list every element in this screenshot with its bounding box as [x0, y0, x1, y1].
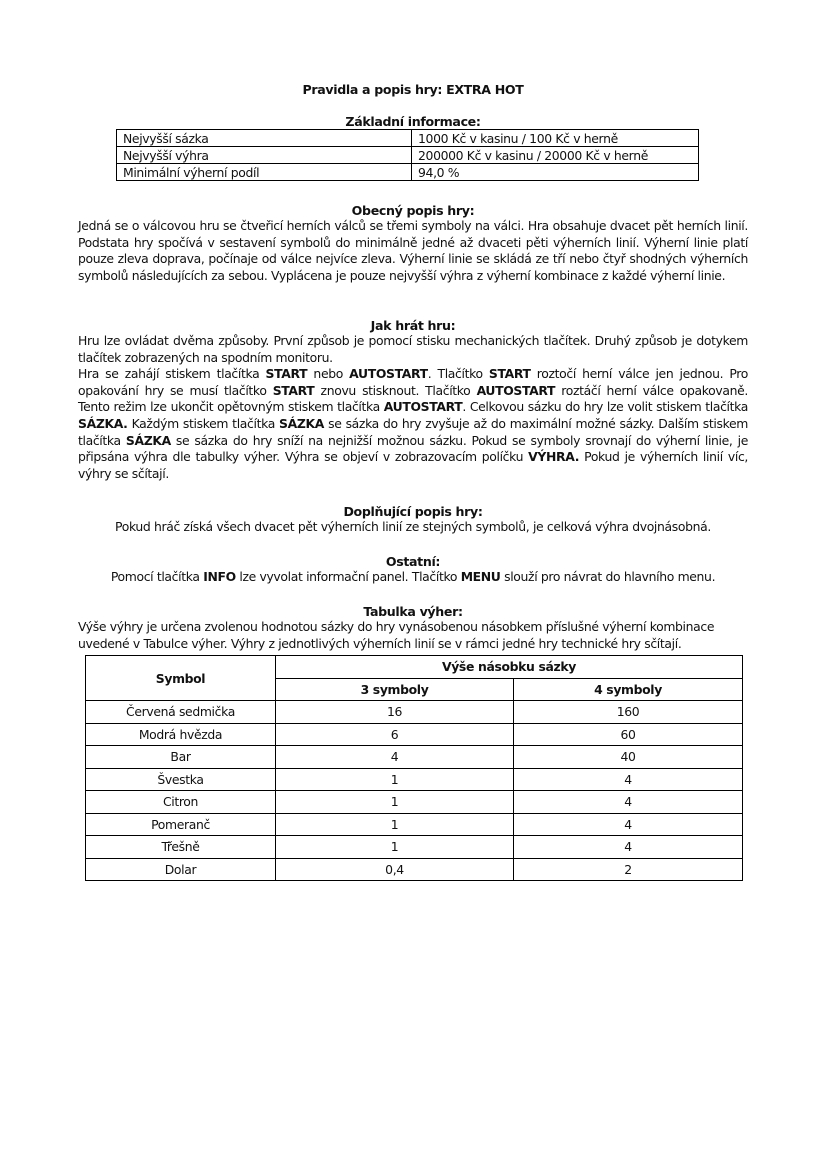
text-run: Každým stiskem tlačítka	[127, 415, 280, 431]
paytable-3-symbols: 1	[276, 836, 514, 859]
paytable-3-symbols: 1	[276, 768, 514, 791]
basic-info-row	[117, 147, 699, 164]
paytable-3-symbols: 1	[276, 813, 514, 836]
paytable	[85, 655, 743, 881]
paytable-symbol: Bar	[86, 746, 276, 769]
text-run: Pomocí tlačítka	[110, 569, 204, 584]
paytable-4-symbols: 4	[514, 813, 743, 836]
bold-keyword: AUTOSTART	[383, 399, 463, 415]
paytable-row	[86, 701, 743, 724]
text-run: znovu stisknout. Tlačítko	[314, 382, 477, 398]
document-title: Pravidla a popis hry: EXTRA HOT	[302, 82, 524, 97]
additional-section	[78, 504, 748, 536]
how-to-play-text-1: Hru lze ovládat dvěma způsoby. První způsob je pomocí stisku mechanických tlačítek. Druhý způsob je dotykem tlačítek zobrazených na spodním monitoru.	[78, 333, 748, 365]
bold-keyword: VÝHRA.	[528, 449, 580, 465]
text-run: lze vyvolat informační panel. Tlačítko	[235, 569, 461, 584]
paytable-symbol: Pomeranč	[86, 813, 276, 836]
text-run: roztáčí herní válce opakovaně. Tento režim lze ukončit opětovným stiskem tlačítka	[78, 382, 748, 415]
basic-info-value: 1000 Kč v kasinu / 100 Kč v herně	[412, 130, 699, 147]
paytable-4-symbols: 60	[514, 723, 743, 746]
paytable-4-symbols: 4	[514, 791, 743, 814]
paytable-3-symbols: 4	[276, 746, 514, 769]
paytable-symbol: Třešně	[86, 836, 276, 859]
how-to-play-heading: Jak hrát hru:	[370, 318, 456, 333]
basic-info-row	[117, 130, 699, 147]
text-run: slouží pro návrat do hlavního menu.	[500, 569, 716, 584]
bold-keyword: MENU	[460, 569, 501, 584]
text-run: se sázka do hry sníží na nejnižší možnou sázku. Pokud se symboly srovnají do výherní linie, je připsána výhra dle tabulky výher. Výhra se objeví v zobrazovacím políčku	[78, 432, 748, 465]
how-to-play-text-2	[78, 366, 748, 482]
other-heading: Ostatní:	[385, 554, 441, 569]
paytable-header-symbol: Symbol	[86, 656, 276, 701]
paytable-3-symbols: 1	[276, 791, 514, 814]
paytable-4-symbols: 2	[514, 858, 743, 881]
paytable-header-3: 3 symboly	[276, 678, 514, 701]
basic-info-table	[116, 129, 699, 181]
paytable-4-symbols: 160	[514, 701, 743, 724]
bold-keyword: INFO	[203, 569, 236, 584]
bold-keyword: SÁZKA	[125, 432, 171, 448]
paytable-row	[86, 791, 743, 814]
paytable-symbol: Švestka	[86, 768, 276, 791]
paytable-4-symbols: 40	[514, 746, 743, 769]
bold-keyword: AUTOSTART	[476, 382, 556, 398]
paytable-symbol: Dolar	[86, 858, 276, 881]
additional-text: Pokud hráč získá všech dvacet pět výherních linií ze stejných symbolů, je celková výhra dvojnásobná.	[115, 519, 711, 534]
basic-info-row	[117, 164, 699, 181]
paytable-symbol: Citron	[86, 791, 276, 814]
basic-info-heading: Základní informace:	[345, 114, 481, 129]
bold-keyword: SÁZKA.	[78, 415, 128, 431]
text-run: roztočí herní válce jen jednou. Pro opakování hry se musí tlačítko	[78, 366, 749, 398]
paytable-header-group: Výše násobku sázky	[276, 656, 743, 679]
paytable-3-symbols: 6	[276, 723, 514, 746]
text-run: Pokud je výherních linií víc, výhry se sčítají.	[78, 449, 748, 481]
paytable-row	[86, 836, 743, 859]
bold-keyword: START	[272, 382, 315, 398]
additional-heading: Doplňující popis hry:	[343, 504, 483, 519]
basic-info-label: Nejvyšší sázka	[117, 130, 412, 147]
basic-info-label: Minimální výherní podíl	[117, 164, 412, 181]
text-run: nebo	[307, 366, 350, 382]
paytable-symbol: Modrá hvězda	[86, 723, 276, 746]
text-run: . Celkovou sázku do hry lze volit stiskem tlačítka	[462, 399, 748, 415]
paytable-header-4: 4 symboly	[514, 678, 743, 701]
paytable-text: Výše výhry je určena zvolenou hodnotou sázky do hry vynásobenou násobkem příslušné výherní kombinace uvedené v Tabulce výher. Výhry z jednotlivých výherních linií se v rámci jedné hry technické hry sčítají.	[78, 619, 715, 651]
paytable-row	[86, 723, 743, 746]
paytable-row	[86, 746, 743, 769]
paytable-row	[86, 768, 743, 791]
how-to-play-section	[78, 318, 748, 482]
text-run: . Tlačítko	[427, 366, 489, 382]
other-section	[78, 554, 748, 586]
text-run: Hra se zahájí stiskem tlačítka	[78, 366, 266, 382]
paytable-3-symbols: 0,4	[276, 858, 514, 881]
basic-info-value: 200000 Kč v kasinu / 20000 Kč v herně	[412, 147, 699, 164]
basic-info-value: 94,0 %	[412, 164, 699, 181]
paytable-section	[78, 604, 748, 652]
general-section	[78, 203, 748, 284]
paytable-symbol: Červená sedmička	[86, 701, 276, 724]
paytable-row	[86, 858, 743, 881]
general-heading: Obecný popis hry:	[351, 203, 475, 218]
general-text: Jedná se o válcovou hru se čtveřicí herních válců se třemi symboly na válci. Hra obsahuje dvacet pět herních linií. Podstata hry spočívá v sestavení symbolů do minimálně jedné až dvaceti pěti výherních linií. Výherní linie platí pouze zleva doprava, počínaje od válce nejvíce zleva. Výherní linie se skládá ze tří nebo čtyř shodných výherních symbolů následujících za sebou. Vyplácena je pouze nejvyšší výhra z výherní kombinace z každé výherní linie.	[78, 218, 748, 283]
basic-info-label: Nejvyšší výhra	[117, 147, 412, 164]
other-text	[78, 569, 748, 586]
bold-keyword: START	[488, 366, 531, 382]
paytable-4-symbols: 4	[514, 768, 743, 791]
paytable-3-symbols: 16	[276, 701, 514, 724]
paytable-heading: Tabulka výher:	[363, 604, 463, 619]
bold-keyword: START	[265, 366, 308, 382]
bold-keyword: SÁZKA	[279, 415, 324, 431]
basic-info-section	[78, 114, 748, 181]
paytable-4-symbols: 4	[514, 836, 743, 859]
bold-keyword: AUTOSTART	[349, 366, 428, 382]
paytable-row	[86, 813, 743, 836]
text-run: se sázka do hry zvyšuje až do maximální možné sázky. Dalším stiskem tlačítka	[78, 415, 748, 448]
